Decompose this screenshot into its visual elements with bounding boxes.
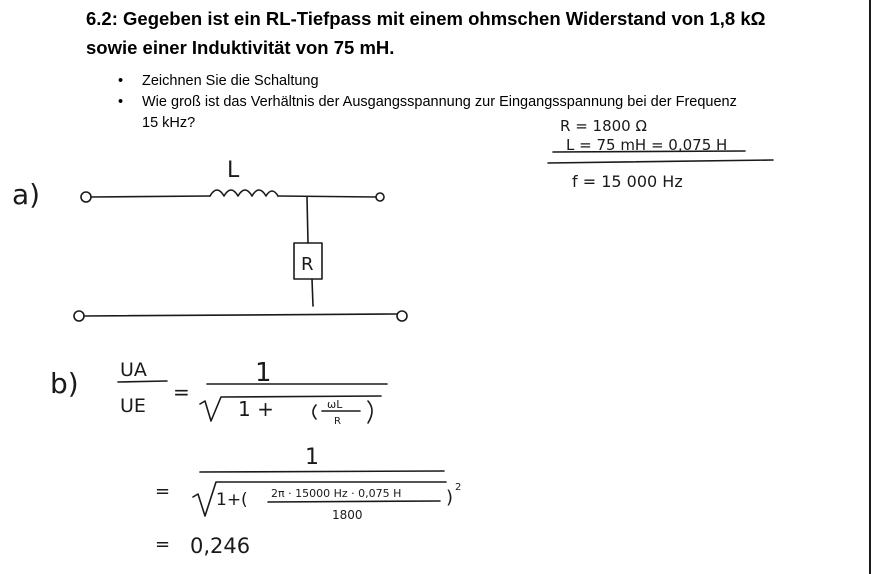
result-value: 0,246	[190, 534, 251, 558]
wire-bottom	[84, 314, 397, 316]
fraction-bar-2	[200, 471, 444, 472]
wire-resistor-top	[307, 197, 308, 243]
numerator-one-2: 1	[305, 445, 319, 470]
task-text: Wie groß ist das Verhältnis der Ausgangsspannung zur Eingangsspannung bei der Frequenz	[142, 94, 737, 110]
part-a-label: a)	[12, 178, 41, 211]
bullet-marker: •	[118, 94, 124, 110]
task-text: Zeichnen Sie die Schaltung	[142, 73, 319, 89]
task-text-continued: 15 kHz?	[142, 115, 196, 131]
part-b-label: b)	[50, 367, 79, 400]
inductor-label: L	[227, 158, 240, 183]
lhs-denominator: UE	[120, 395, 146, 417]
title-line-1: 6.2: Gegeben ist ein RL-Tiefpass mit einem ohmschen Widerstand von 1,8 kΩ	[86, 8, 766, 29]
bullet-marker: •	[118, 73, 124, 89]
exponent-2: 2	[455, 482, 462, 493]
inner-r: R	[334, 416, 341, 427]
given-l: L = 75 mH = 0,075 H	[566, 136, 728, 154]
output-terminal-bottom	[397, 311, 407, 321]
wire-resistor-bottom	[312, 279, 313, 306]
resistor-label: R	[301, 254, 314, 275]
inner-fraction-bar-2	[268, 501, 440, 502]
title-line-2: sowie einer Induktivität von 75 mH.	[86, 37, 395, 58]
paren-open-1	[313, 405, 316, 419]
numerator-one-1: 1	[255, 358, 272, 388]
paren-close-2: )	[446, 487, 454, 508]
omega-l: ωL	[327, 398, 343, 411]
paren-close-1	[368, 401, 372, 423]
input-terminal-bottom	[74, 311, 84, 321]
equals-sign-2: =	[155, 481, 171, 502]
output-terminal-top	[376, 193, 384, 201]
input-terminal-top	[81, 192, 91, 202]
equals-sign-1: =	[173, 380, 190, 404]
inner-denominator-2: 1800	[332, 508, 363, 522]
inner-numerator-2: 2π · 15000 Hz · 0,075 H	[271, 487, 402, 500]
sqrt-term-2: 1+(	[216, 490, 248, 510]
inductor-coil	[210, 190, 278, 196]
sqrt-sign-1	[200, 396, 381, 421]
given-f: f = 15 000 Hz	[572, 172, 683, 191]
given-r: R = 1800 Ω	[560, 117, 647, 135]
given-rule-2	[548, 160, 773, 163]
equals-sign-3: =	[155, 534, 171, 555]
sqrt-term-1: 1 +	[238, 397, 274, 421]
wire-input-top	[91, 196, 210, 197]
lhs-fraction-bar	[118, 381, 167, 382]
wire-output-top	[278, 196, 376, 197]
lhs-numerator: UA	[120, 359, 147, 381]
